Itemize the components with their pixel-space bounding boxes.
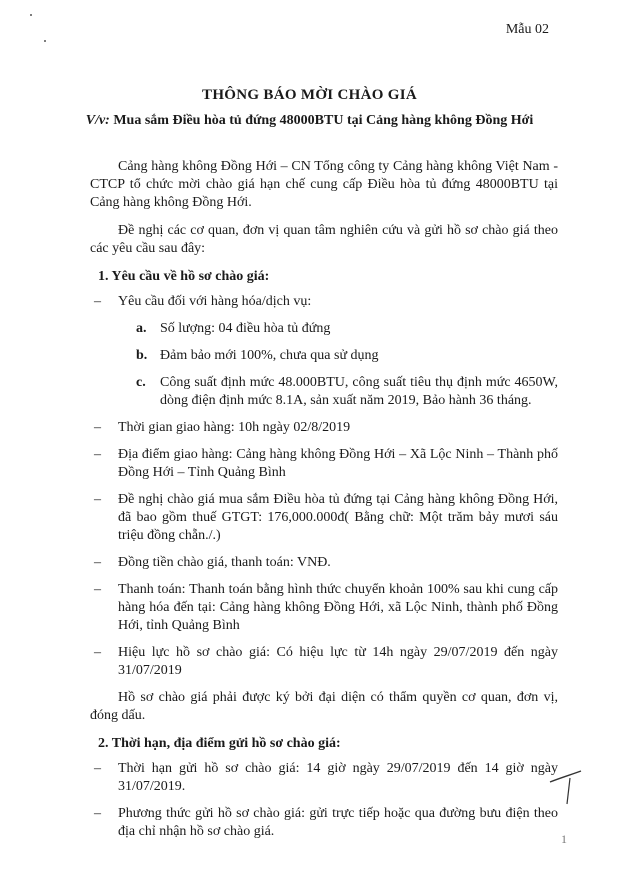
document-subject bbox=[0, 113, 619, 129]
sub-list-text: Đảm bảo mới 100%, chưa qua sử dụng bbox=[160, 348, 379, 363]
list-item bbox=[90, 554, 558, 572]
scan-speck bbox=[30, 14, 32, 16]
subject-text: Mua sắm Điều hòa tủ đứng 48000BTU tại Cảng hàng không Đồng Hới bbox=[113, 113, 534, 128]
document-title: THÔNG BÁO MỜI CHÀO GIÁ bbox=[202, 87, 417, 103]
dash-marker: – bbox=[94, 582, 101, 597]
section-heading: 1. Yêu cầu về hồ sơ chào giá: bbox=[98, 269, 270, 284]
sub-list-marker: b. bbox=[136, 348, 148, 363]
list-item-text: Đề nghị chào giá mua sắm Điều hòa tủ đứng tại Cảng hàng không Đồng Hới, đã bao gồm thuế GTGT: 176,000.000đ( Bằng chữ: Một trăm bảy mươi sáu triệu đồng chẵn./.) bbox=[118, 492, 558, 543]
list-item-text: Hiệu lực hồ sơ chào giá: Có hiệu lực từ 14h ngày 29/07/2019 đến ngày 31/07/2019 bbox=[118, 645, 558, 678]
list-item bbox=[90, 760, 558, 796]
list-item bbox=[90, 644, 558, 680]
list-item bbox=[90, 293, 558, 311]
sub-list-item bbox=[90, 347, 558, 365]
subject-prefix: V/v: bbox=[85, 113, 110, 128]
page-number: 1 bbox=[561, 832, 567, 846]
list-item-text: Phương thức gửi hồ sơ chào giá: gửi trực tiếp hoặc qua đường bưu điện theo địa chỉ nhận hồ sơ chào giá. bbox=[118, 806, 558, 839]
document-body bbox=[90, 158, 558, 850]
dash-marker: – bbox=[94, 645, 101, 660]
section-heading: 2. Thời hạn, địa điểm gửi hồ sơ chào giá: bbox=[98, 736, 341, 751]
list-item bbox=[90, 581, 558, 635]
sub-list-marker: c. bbox=[136, 375, 146, 390]
sub-list-item bbox=[90, 374, 558, 410]
list-item bbox=[90, 419, 558, 437]
dash-marker: – bbox=[94, 555, 101, 570]
dash-marker: – bbox=[94, 294, 101, 309]
list-item bbox=[90, 446, 558, 482]
dash-marker: – bbox=[94, 492, 101, 507]
dash-marker: – bbox=[94, 806, 101, 821]
list-item bbox=[90, 805, 558, 841]
handwritten-mark bbox=[548, 768, 584, 808]
list-item-text: Đồng tiền chào giá, thanh toán: VNĐ. bbox=[118, 555, 331, 570]
intro-paragraph: Cảng hàng không Đồng Hới – CN Tổng công ty Cảng hàng không Việt Nam - CTCP tổ chức mời chào giá hạn chế cung cấp Điều hòa tủ đứng 48000BTU tại Cảng hàng không Đồng Hới. bbox=[90, 159, 558, 210]
scan-speck bbox=[44, 40, 46, 42]
dash-marker: – bbox=[94, 761, 101, 776]
list-item-text: Yêu cầu đối với hàng hóa/dịch vụ: bbox=[118, 294, 312, 309]
sub-list-marker: a. bbox=[136, 321, 147, 336]
dash-marker: – bbox=[94, 420, 101, 435]
list-item-text: Địa điểm giao hàng: Cảng hàng không Đồng Hới – Xã Lộc Ninh – Thành phố Đồng Hới – Tỉnh Quảng Bình bbox=[118, 447, 558, 480]
list-item bbox=[90, 491, 558, 545]
sub-list-text: Số lượng: 04 điều hòa tủ đứng bbox=[160, 321, 331, 336]
intro-paragraph: Đề nghị các cơ quan, đơn vị quan tâm nghiên cứu và gửi hồ sơ chào giá theo các yêu cầu sau đây: bbox=[90, 223, 558, 256]
dash-marker: – bbox=[94, 447, 101, 462]
list-item-text: Thời hạn gửi hồ sơ chào giá: 14 giờ ngày 29/07/2019 đến 14 giờ ngày 31/07/2019. bbox=[118, 761, 558, 794]
closing-paragraph: Hồ sơ chào giá phải được ký bởi đại diện có thẩm quyền cơ quan, đơn vị, đóng dấu. bbox=[90, 690, 558, 723]
list-item-text: Thanh toán: Thanh toán bằng hình thức chuyển khoản 100% sau khi cung cấp hàng hóa đến tại: Cảng hàng không Đồng Hới, xã Lộc Ninh, thành phố Đồng Hới, tỉnh Quảng Bình bbox=[118, 582, 558, 633]
sub-list-item bbox=[90, 320, 558, 338]
list-item-text: Thời gian giao hàng: 10h ngày 02/8/2019 bbox=[118, 420, 351, 435]
form-number: Mẫu 02 bbox=[505, 22, 549, 37]
sub-list-text: Công suất định mức 48.000BTU, công suất tiêu thụ định mức 4650W, dòng điện định mức 8.1A, sản xuất năm 2019, Bảo hành 36 tháng. bbox=[160, 375, 558, 408]
